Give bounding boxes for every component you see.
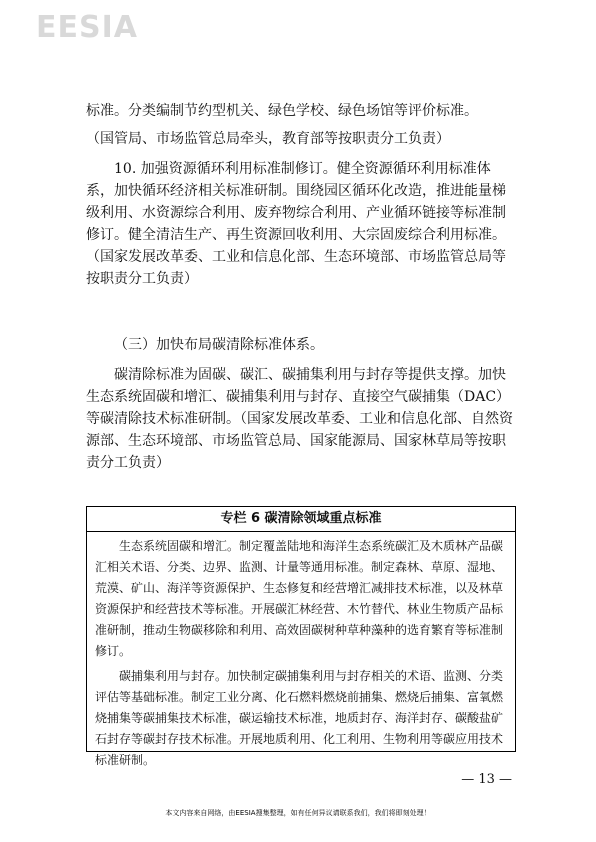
column-box xyxy=(86,506,516,767)
box-paragraph-2: 碳捕集利用与封存。加快制定碳捕集利用与封存相关的术语、监测、分类评估等基础标准。制定工业分离、化石燃料燃烧前捕集、燃烧后捕集、富氧燃烧捕集等碳捕集技术标准，碳运输技术标准，地质封存、海洋封存、碳酸盐矿石封存等碳封存技术标准。开展地质利用、化工利用、生物利用等碳应用技术标准研制。 xyxy=(95,669,504,767)
paragraph-2: （国管局、市场监管总局牵头，教育部等按职责分工负责） xyxy=(86,131,450,147)
eesia-logo: EESIA xyxy=(36,10,138,45)
paragraph-5: 碳清除标准为固碳、碳汇、碳捕集利用与封存等提供支撑。加快生态系统固碳和增汇、碳捕集利用与封存、直接空气碳捕集（DAC）等碳清除技术标准研制。（国家发展改革委、工业和信息化部、自然资源部、生态环境部、市场监管总局、国家能源局、国家林草局等按职责分工负责） xyxy=(86,367,513,471)
box-paragraph-1: 生态系统固碳和增汇。制定覆盖陆地和海洋生态系统碳汇及木质林产品碳汇相关术语、分类、边界、监测、计量等通用标准。制定森林、草原、湿地、荒漠、矿山、海洋等资源保护、生态修复和经营增汇减排技术标准，以及林草资源保护和经营技术等标准。开展碳汇林经营、木竹替代、林业生物质产品标准研制，推动生物碳移除和利用、高效固碳树种草种藻种的选育繁育等标准制修订。 xyxy=(95,539,504,658)
paragraph-3: 10. 加强资源循环利用标准制修订。健全资源循环利用标准体系，加快循环经济相关标准研制。围绕园区循环化改造，推进能量梯级利用、水资源综合利用、废弃物综合利用、产业循环链接等标准制修订。健全清洁生产、再生资源回收利用、大宗固废综合利用标准。（国家发展改革委、工业和信息化部、生态环境部、市场监管总局等按职责分工负责） xyxy=(86,161,506,287)
box-title: 专栏 6 碳清除领域重点标准 xyxy=(87,507,515,532)
paragraph-1: 标准。分类编制节约型机关、绿色学校、绿色场馆等评价标准。 xyxy=(86,103,478,119)
footer-notice: 本文内容来自网络，由EESIA搜集整理，如有任何异议请联系我们，我们将即刻处理！ xyxy=(165,809,431,817)
section-heading: （三）加快布局碳清除标准体系。 xyxy=(114,337,324,353)
page-number: — 13 — xyxy=(461,772,512,787)
